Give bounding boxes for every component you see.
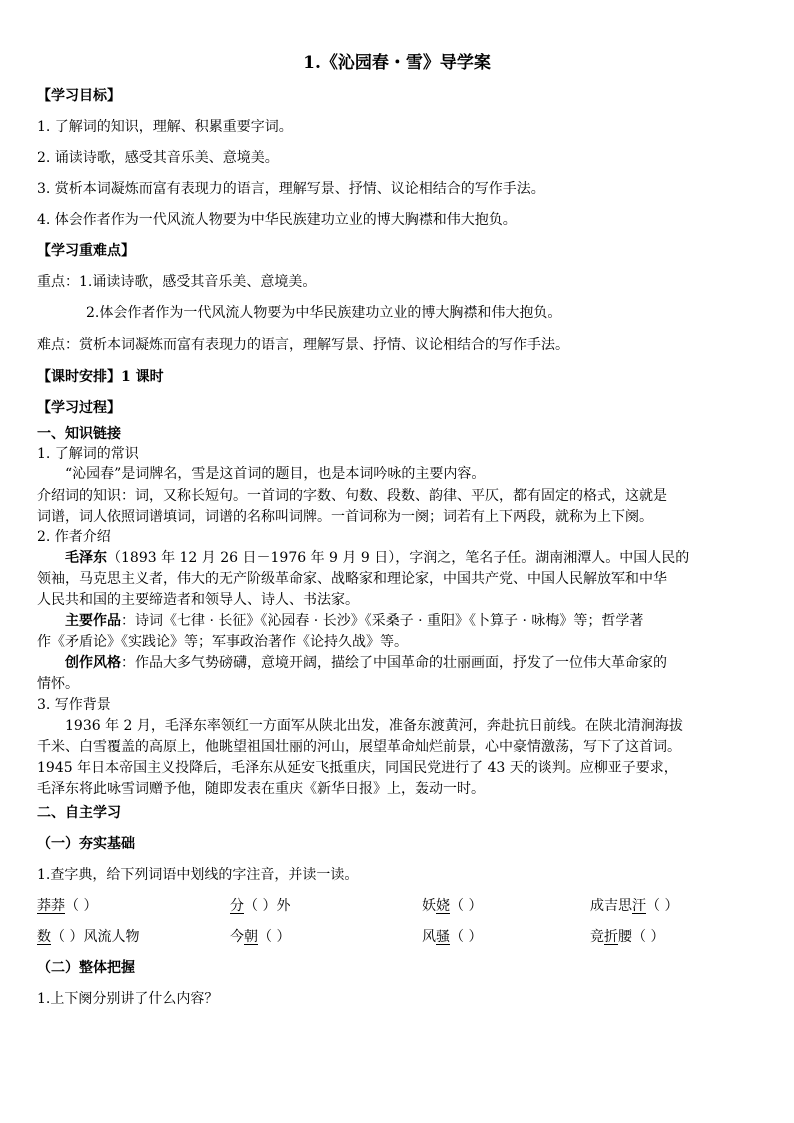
answer-blank[interactable]: （ ） [646,898,679,914]
answer-blank[interactable]: （ ） [258,929,291,945]
process-heading: 【学习过程】 [37,400,121,416]
sub-heading: 1. 了解词的常识 [37,446,139,462]
underlined-word: 莽莽 [37,898,65,914]
pinyin-item [590,927,664,947]
key-points-heading: 【学习重难点】 [37,243,135,259]
sub-heading: 2. 作者介绍 [37,529,111,545]
paragraph: 毛泽东将此咏雪词赠予他，随即发表在重庆《新华日报》上，轰动一时。 [37,781,485,797]
schedule-heading: 【课时安排】 [37,369,121,385]
objective-item: 3. 赏析本词凝炼而富有表现力的语言，理解写景、抒情、议论相结合的写作手法。 [37,181,545,197]
schedule-line [37,367,164,387]
question: 1.上下阕分别讲了什么内容？ [37,991,219,1007]
question: 1.查字典，给下列词语中划线的字注音，并读一读。 [37,867,359,883]
page-title: 1.《沁园春・雪》导学案 [303,53,491,73]
paragraph: 千米、白雪覆盖的高原上，他眺望祖国壮丽的河山，展望革命灿烂前景，心中豪情激荡，写下了这首词。 [37,739,681,755]
word-suffix: 腰 [618,929,632,945]
word-prefix: 竞 [590,929,604,945]
paragraph: 情怀。 [37,676,79,692]
style-label: 创作风格 [65,655,121,671]
focus-point-2: 2.体会作者作为一代风流人物要为中华民族建功立业的博大胸襟和伟大抱负。 [86,305,562,321]
pinyin-item [230,927,290,947]
word-prefix: 成吉思 [590,898,632,914]
underlined-word: 汗 [632,898,646,914]
pinyin-item [590,896,678,916]
objective-item: 2. 诵读诗歌，感受其音乐美、意境美。 [37,150,279,166]
works-label: 主要作品 [65,613,121,629]
pinyin-item [37,927,139,947]
word-prefix: 今 [230,929,244,945]
paragraph: 领袖，马克思主义者，伟大的无产阶级革命家、战略家和理论家，中国共产党、中国人民解放军和中华 [37,571,667,587]
underlined-word: 数 [37,929,51,945]
style-line [65,653,667,673]
pinyin-item [37,896,97,916]
author-text: （1893 年 12 月 26 日－1976 年 9 月 9 日），字润之，笔名子任。湖南湘潭人。中国人民的 [107,550,690,566]
works-line [65,611,643,631]
answer-blank[interactable]: （ ）外 [244,898,291,914]
paragraph: 1936 年 2 月，毛泽东率领红一方面军从陕北出发，准备东渡黄河，奔赴抗日前线。在陕北清涧海拔 [65,718,683,734]
objective-item: 4. 体会作者作为一代风流人物要为中华民族建功立业的博大胸襟和伟大抱负。 [37,212,517,228]
underlined-word: 分 [230,898,244,914]
paragraph: 人民共和国的主要缔造者和领导人、诗人、书法家。 [37,592,359,608]
answer-blank[interactable]: （ ） [450,898,483,914]
underlined-word: 骚 [436,929,450,945]
answer-blank[interactable]: （ ）风流人物 [51,929,140,945]
paragraph: 作《矛盾论》《实践论》等；军事政治著作《论持久战》等。 [37,634,408,650]
paragraph: 介绍词的知识：词，又称长短句。一首词的字数、句数、段数、韵律、平仄，都有固定的格式，这就是 [37,488,667,504]
paragraph: “沁园春”是词牌名，雪是这首词的题目，也是本词吟咏的主要内容。 [65,466,486,482]
part2-heading: （二）整体把握 [37,960,135,976]
objective-item: 1. 了解词的知识，理解、积累重要字词。 [37,119,293,135]
underlined-word: 朝 [244,929,258,945]
answer-blank[interactable]: （ ） [450,929,483,945]
schedule-value: 1 课时 [121,369,164,385]
pinyin-item [422,927,482,947]
section2-heading: 二、自主学习 [37,805,121,821]
author-name: 毛泽东 [65,550,107,566]
underlined-word: 折 [604,929,618,945]
word-prefix: 风 [422,929,436,945]
paragraph: 1945 年日本帝国主义投降后，毛泽东从延安飞抵重庆，同国民党进行了 43 天的谈判。应柳亚子要求， [37,760,678,776]
sub-heading: 3. 写作背景 [37,697,111,713]
answer-blank[interactable]: （ ） [632,929,665,945]
paragraph: 词谱，词人依照词谱填词，词谱的名称叫词牌。一首词称为一阕；词若有上下两段，就称为上下阕。 [37,509,653,525]
works-text: ：诗词《七律 · 长征》《沁园春 · 长沙》《采桑子 · 重阳》《卜算子 · 咏梅》等；哲学著 [121,613,644,629]
underlined-word: 娆 [436,898,450,914]
section1-heading: 一、知识链接 [37,426,121,442]
pinyin-item [422,896,482,916]
objectives-heading: 【学习目标】 [37,88,121,104]
word-prefix: 妖 [422,898,436,914]
author-intro-line [65,548,689,568]
answer-blank[interactable]: （ ） [65,898,98,914]
focus-point-1: 重点：1.诵读诗歌，感受其音乐美、意境美。 [37,274,317,290]
pinyin-item [230,896,290,916]
part1-heading: （一）夯实基础 [37,836,135,852]
difficulty-point: 难点：赏析本词凝炼而富有表现力的语言，理解写景、抒情、议论相结合的写作手法。 [37,337,569,353]
style-text: ：作品大多气势磅礴，意境开阔，描绘了中国革命的壮丽画面，抒发了一位伟大革命家的 [121,655,667,671]
